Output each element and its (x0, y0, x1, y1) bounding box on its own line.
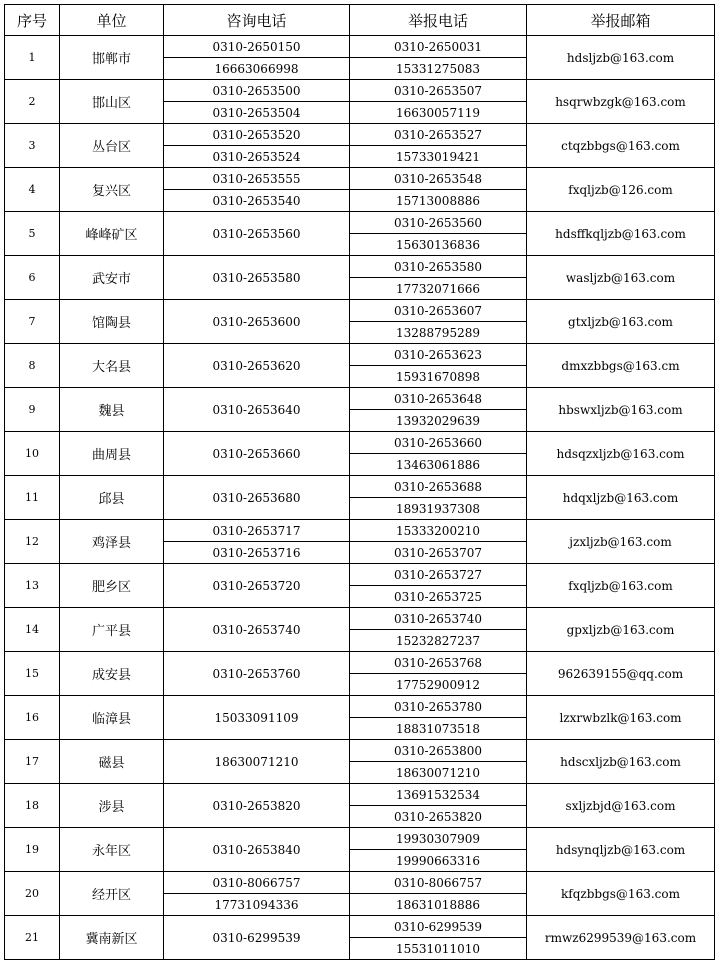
row-number: 21 (5, 916, 60, 960)
report-phone: 16630057119 (350, 102, 527, 124)
row-number: 15 (5, 652, 60, 696)
unit-name: 曲周县 (60, 432, 164, 476)
report-email: fxqljzb@163.com (527, 564, 715, 608)
report-phone: 15333200210 (350, 520, 527, 542)
row-number: 11 (5, 476, 60, 520)
report-phone: 0310-2653800 (350, 740, 527, 762)
consult-phone: 0310-2653504 (164, 102, 350, 124)
row-number: 6 (5, 256, 60, 300)
consult-phone: 16663066998 (164, 58, 350, 80)
unit-name: 冀南新区 (60, 916, 164, 960)
report-email: hsqrwbzgk@163.com (527, 80, 715, 124)
report-email: hdsljzb@163.com (527, 36, 715, 80)
header-consult-phone: 咨询电话 (164, 5, 350, 36)
report-phone: 0310-2653688 (350, 476, 527, 498)
consult-phone: 0310-2653680 (164, 476, 350, 520)
consult-phone: 0310-2653560 (164, 212, 350, 256)
report-email: fxqljzb@126.com (527, 168, 715, 212)
report-phone: 0310-8066757 (350, 872, 527, 894)
row-number: 16 (5, 696, 60, 740)
row-number: 13 (5, 564, 60, 608)
contact-table (4, 4, 715, 960)
unit-name: 馆陶县 (60, 300, 164, 344)
consult-phone: 0310-2653500 (164, 80, 350, 102)
consult-phone: 0310-6299539 (164, 916, 350, 960)
table-row (5, 696, 715, 718)
report-phone: 15331275083 (350, 58, 527, 80)
header-no: 序号 (5, 5, 60, 36)
consult-phone: 0310-2653660 (164, 432, 350, 476)
row-number: 12 (5, 520, 60, 564)
table-row (5, 388, 715, 410)
report-email: wasljzb@163.com (527, 256, 715, 300)
unit-name: 大名县 (60, 344, 164, 388)
report-email: kfqzbbgs@163.com (527, 872, 715, 916)
table-row (5, 520, 715, 542)
unit-name: 鸡泽县 (60, 520, 164, 564)
consult-phone: 15033091109 (164, 696, 350, 740)
report-phone: 15630136836 (350, 234, 527, 256)
report-phone: 0310-2653780 (350, 696, 527, 718)
report-phone: 19990663316 (350, 850, 527, 872)
report-email: hbswxljzb@163.com (527, 388, 715, 432)
header-report-email: 举报邮箱 (527, 5, 715, 36)
consult-phone: 0310-2653580 (164, 256, 350, 300)
row-number: 2 (5, 80, 60, 124)
report-phone: 15931670898 (350, 366, 527, 388)
report-phone: 18831073518 (350, 718, 527, 740)
table-row (5, 80, 715, 102)
consult-phone: 0310-2653520 (164, 124, 350, 146)
consult-phone: 0310-2653740 (164, 608, 350, 652)
report-phone: 17732071666 (350, 278, 527, 300)
consult-phone: 0310-2653760 (164, 652, 350, 696)
row-number: 10 (5, 432, 60, 476)
report-phone: 0310-2653707 (350, 542, 527, 564)
unit-name: 魏县 (60, 388, 164, 432)
report-phone: 13932029639 (350, 410, 527, 432)
report-phone: 15733019421 (350, 146, 527, 168)
row-number: 4 (5, 168, 60, 212)
row-number: 7 (5, 300, 60, 344)
report-phone: 18631018886 (350, 894, 527, 916)
report-email: dmxzbbgs@163.cm (527, 344, 715, 388)
consult-phone: 17731094336 (164, 894, 350, 916)
consult-phone: 0310-2653524 (164, 146, 350, 168)
report-phone: 15531011010 (350, 938, 527, 960)
report-email: jzxljzb@163.com (527, 520, 715, 564)
report-phone: 15232827237 (350, 630, 527, 652)
row-number: 18 (5, 784, 60, 828)
unit-name: 武安市 (60, 256, 164, 300)
report-phone: 18630071210 (350, 762, 527, 784)
table-row (5, 608, 715, 630)
report-email: gtxljzb@163.com (527, 300, 715, 344)
report-phone: 0310-2653660 (350, 432, 527, 454)
report-email: rmwz6299539@163.com (527, 916, 715, 960)
unit-name: 永年区 (60, 828, 164, 872)
report-email: ctqzbbgs@163.com (527, 124, 715, 168)
report-phone: 13463061886 (350, 454, 527, 476)
report-email: hdsynqljzb@163.com (527, 828, 715, 872)
report-phone: 0310-6299539 (350, 916, 527, 938)
unit-name: 邯郸市 (60, 36, 164, 80)
unit-name: 磁县 (60, 740, 164, 784)
report-email: 962639155@qq.com (527, 652, 715, 696)
report-email: hdqxljzb@163.com (527, 476, 715, 520)
unit-name: 广平县 (60, 608, 164, 652)
table-row (5, 344, 715, 366)
report-phone: 0310-2653548 (350, 168, 527, 190)
row-number: 3 (5, 124, 60, 168)
consult-phone: 0310-2653540 (164, 190, 350, 212)
report-phone: 13288795289 (350, 322, 527, 344)
unit-name: 涉县 (60, 784, 164, 828)
consult-phone: 0310-2653720 (164, 564, 350, 608)
table-row (5, 256, 715, 278)
table-row (5, 652, 715, 674)
row-number: 20 (5, 872, 60, 916)
report-phone: 13691532534 (350, 784, 527, 806)
consult-phone: 0310-8066757 (164, 872, 350, 894)
table-row (5, 212, 715, 234)
report-phone: 0310-2653527 (350, 124, 527, 146)
consult-phone: 0310-2653820 (164, 784, 350, 828)
report-phone: 0310-2653725 (350, 586, 527, 608)
table-row (5, 828, 715, 850)
table-row (5, 124, 715, 146)
header-unit: 单位 (60, 5, 164, 36)
table-row (5, 476, 715, 498)
unit-name: 经开区 (60, 872, 164, 916)
consult-phone: 0310-2653840 (164, 828, 350, 872)
report-phone: 0310-2653507 (350, 80, 527, 102)
row-number: 19 (5, 828, 60, 872)
unit-name: 丛台区 (60, 124, 164, 168)
unit-name: 临漳县 (60, 696, 164, 740)
report-phone: 0310-2653648 (350, 388, 527, 410)
table-row (5, 916, 715, 938)
row-number: 8 (5, 344, 60, 388)
unit-name: 成安县 (60, 652, 164, 696)
row-number: 1 (5, 36, 60, 80)
report-phone: 0310-2653623 (350, 344, 527, 366)
consult-phone: 0310-2653600 (164, 300, 350, 344)
report-email: hdsffkqljzb@163.com (527, 212, 715, 256)
report-phone: 0310-2653560 (350, 212, 527, 234)
consult-phone: 0310-2653620 (164, 344, 350, 388)
consult-phone: 0310-2650150 (164, 36, 350, 58)
table-row (5, 872, 715, 894)
row-number: 14 (5, 608, 60, 652)
unit-name: 肥乡区 (60, 564, 164, 608)
header-report-phone: 举报电话 (350, 5, 527, 36)
report-email: hdsqzxljzb@163.com (527, 432, 715, 476)
row-number: 17 (5, 740, 60, 784)
unit-name: 峰峰矿区 (60, 212, 164, 256)
consult-phone: 0310-2653640 (164, 388, 350, 432)
report-phone: 0310-2653580 (350, 256, 527, 278)
row-number: 9 (5, 388, 60, 432)
report-phone: 19930307909 (350, 828, 527, 850)
report-phone: 18931937308 (350, 498, 527, 520)
table-row (5, 300, 715, 322)
report-phone: 0310-2653820 (350, 806, 527, 828)
table-row (5, 432, 715, 454)
report-phone: 0310-2653768 (350, 652, 527, 674)
unit-name: 邱县 (60, 476, 164, 520)
consult-phone: 18630071210 (164, 740, 350, 784)
report-phone: 0310-2653740 (350, 608, 527, 630)
table-row (5, 784, 715, 806)
report-phone: 17752900912 (350, 674, 527, 696)
report-phone: 0310-2653607 (350, 300, 527, 322)
table-row (5, 168, 715, 190)
consult-phone: 0310-2653716 (164, 542, 350, 564)
report-phone: 15713008886 (350, 190, 527, 212)
consult-phone: 0310-2653717 (164, 520, 350, 542)
report-phone: 0310-2650031 (350, 36, 527, 58)
report-phone: 0310-2653727 (350, 564, 527, 586)
header-row (5, 5, 715, 36)
row-number: 5 (5, 212, 60, 256)
report-email: lzxrwbzlk@163.com (527, 696, 715, 740)
table-row (5, 740, 715, 762)
report-email: sxljzbjd@163.com (527, 784, 715, 828)
report-email: hdscxljzb@163.com (527, 740, 715, 784)
report-email: gpxljzb@163.com (527, 608, 715, 652)
unit-name: 复兴区 (60, 168, 164, 212)
consult-phone: 0310-2653555 (164, 168, 350, 190)
table-row (5, 36, 715, 58)
table-row (5, 564, 715, 586)
unit-name: 邯山区 (60, 80, 164, 124)
